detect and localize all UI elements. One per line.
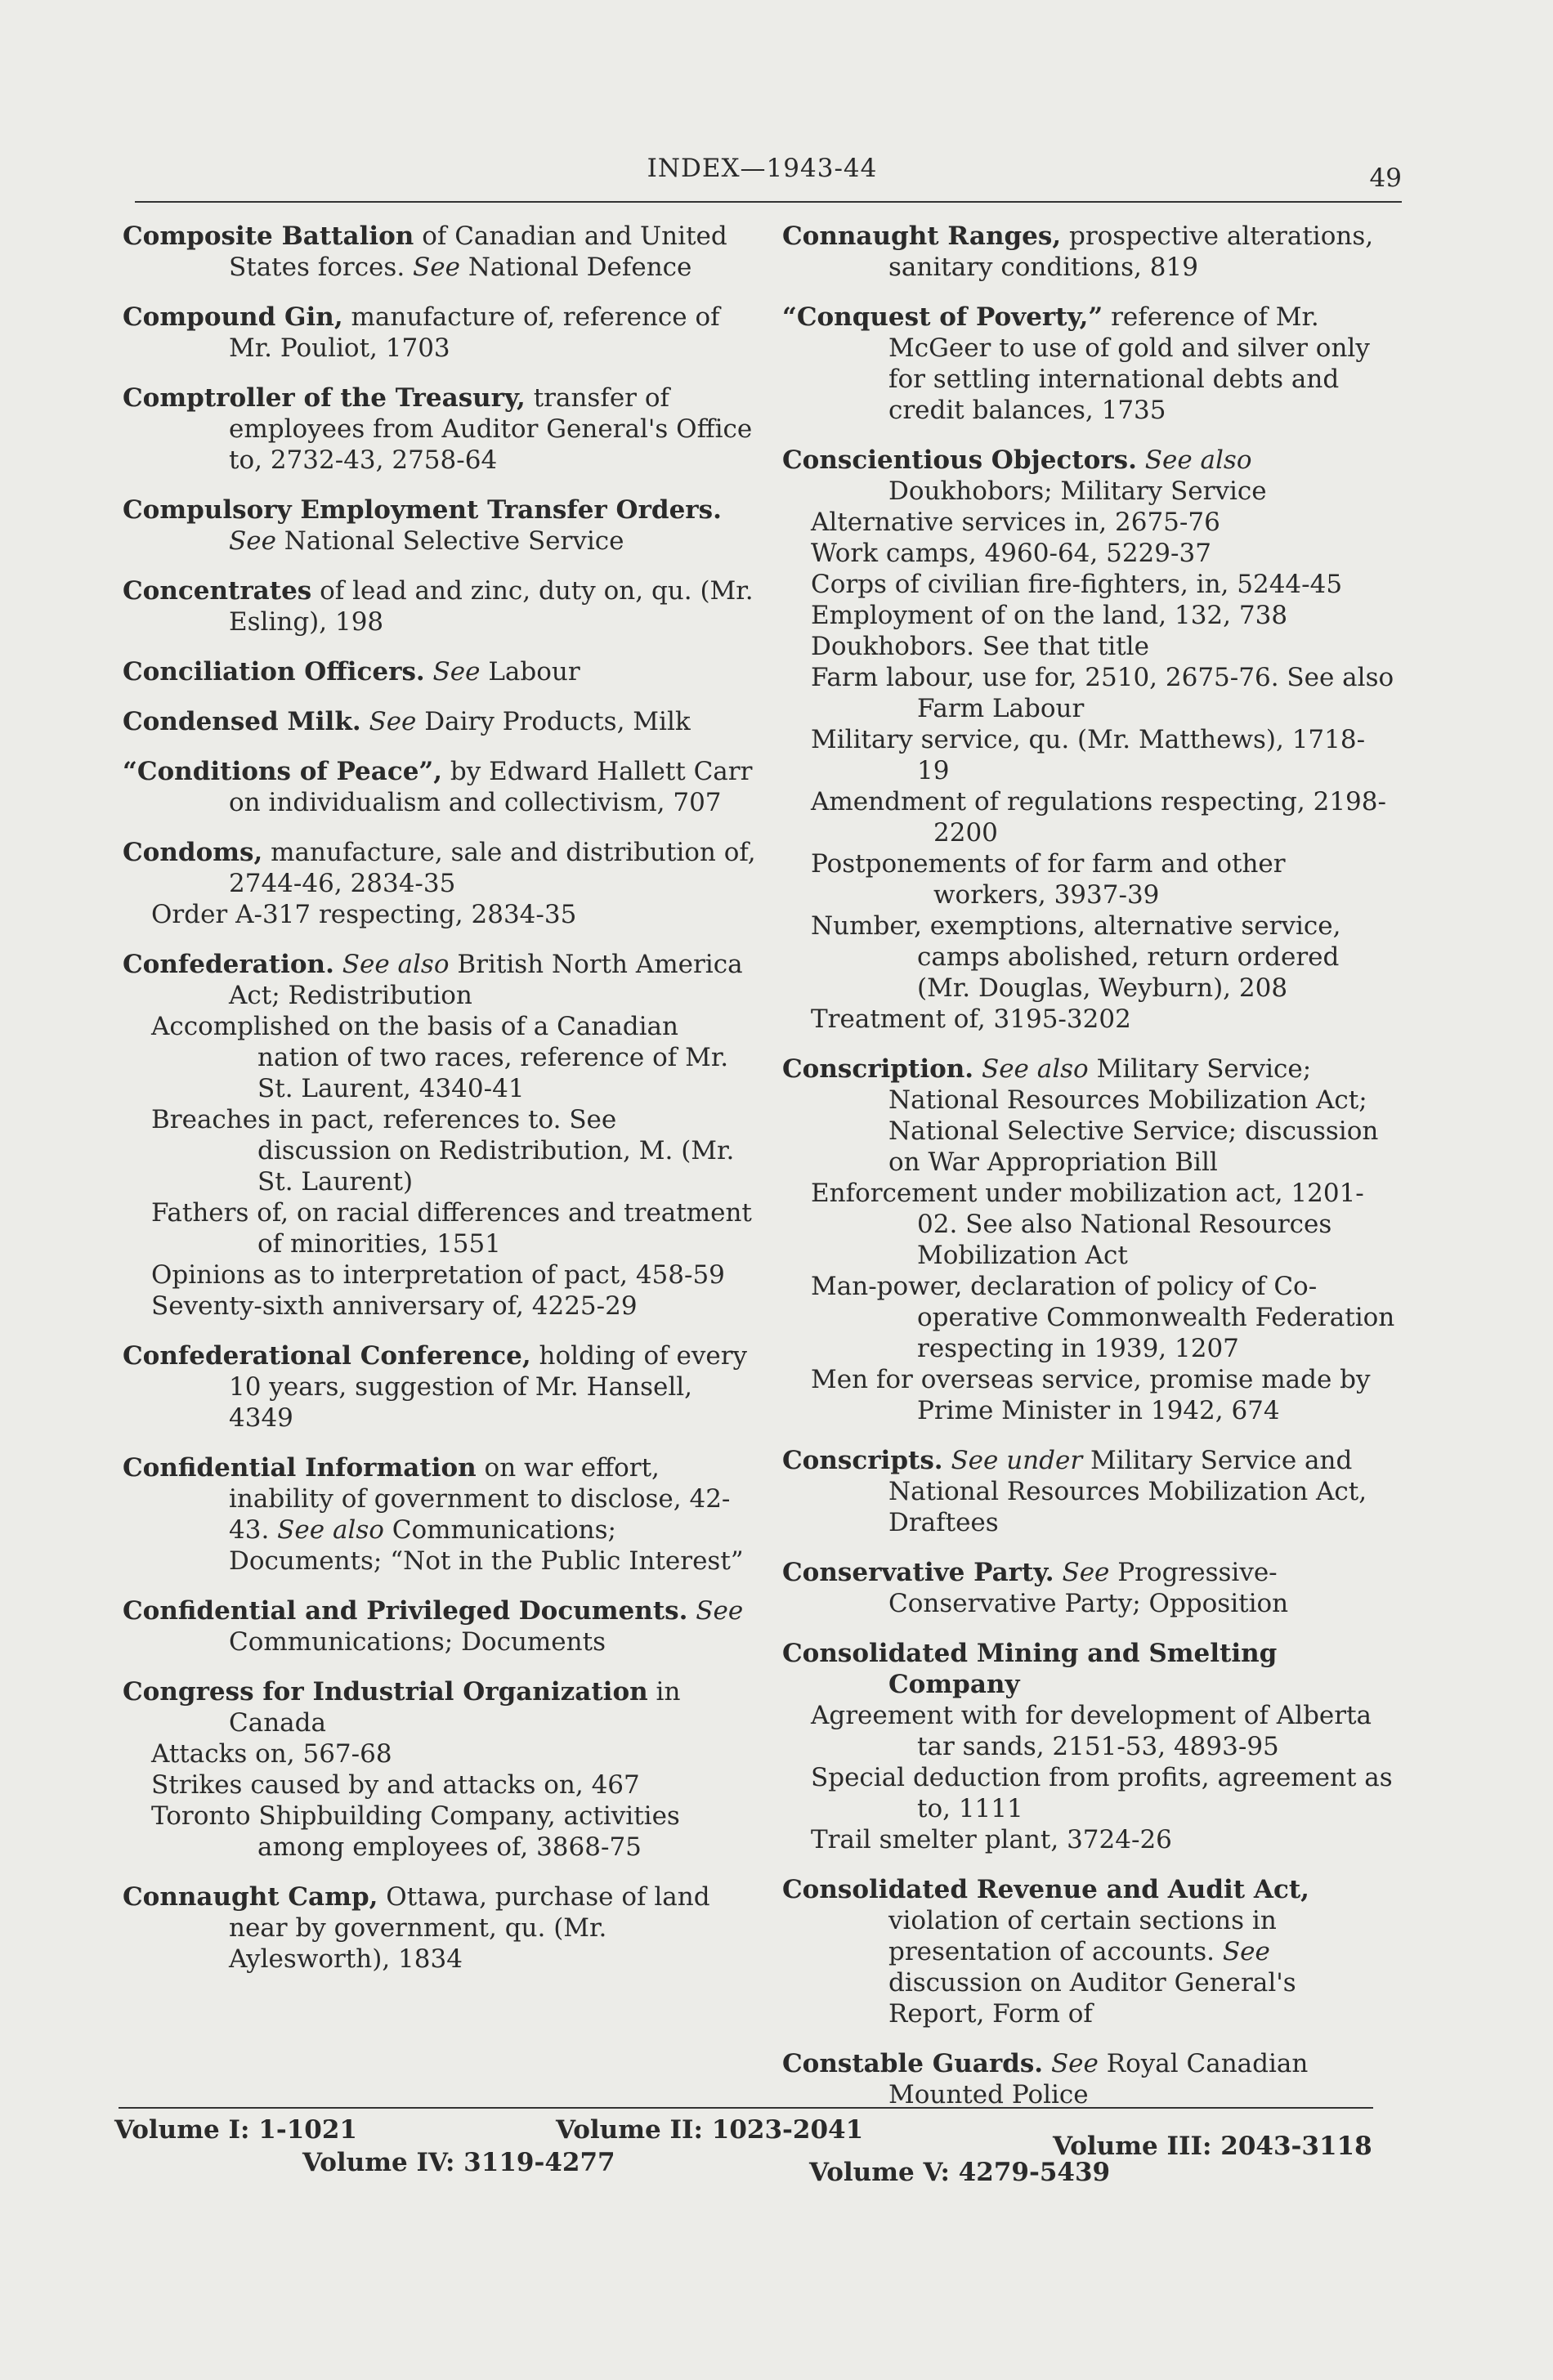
- entry-heading: Consolidated Mining and Smelting Company: [782, 1639, 1278, 1699]
- entry-heading: “Conditions of Peace”,: [123, 757, 443, 786]
- entry-heading-line: [782, 2048, 1397, 2110]
- entry-heading-line: [782, 1874, 1397, 2029]
- volume-1-range: Volume I: 1-1021: [114, 2115, 357, 2145]
- index-entry: [123, 1881, 756, 1975]
- sub-entry: Doukhobors. See that title: [811, 632, 1149, 661]
- sub-entry: Men for overseas service, promise made by Prime Minister in 1942, 674: [811, 1365, 1371, 1425]
- entry-text: of lead and zinc, duty on, qu. (Mr. Esling), 198: [229, 576, 754, 637]
- cross-reference-label: See: [1062, 1558, 1110, 1587]
- entry-heading: Compulsory Employment Transfer Orders.: [123, 495, 722, 525]
- sub-entry: Work camps, 4960-64, 5229-37: [811, 539, 1211, 568]
- cross-reference-label: See: [413, 253, 460, 282]
- cross-reference-target: British North America Act; Redistribution: [229, 950, 743, 1010]
- index-entry: [123, 1452, 756, 1577]
- entry-heading-line: [123, 837, 756, 899]
- entry-text: Ottawa, purchase of land near by government, qu. (Mr. Aylesworth), 1834: [229, 1882, 710, 1974]
- index-entry: [782, 1557, 1397, 1619]
- cross-reference-target: Dairy Products, Milk: [416, 707, 691, 736]
- index-entry: [782, 221, 1397, 283]
- entry-heading-line: [123, 221, 756, 283]
- entry-heading: Connaught Camp,: [123, 1882, 378, 1912]
- entry-heading: Connaught Ranges,: [782, 221, 1062, 251]
- sub-entry: Agreement with for development of Alberta tar sands, 2151-53, 4893-95: [811, 1701, 1372, 1761]
- entry-heading: Compound Gin,: [123, 302, 343, 332]
- entry-heading-line: [123, 706, 756, 737]
- header-rule: [135, 201, 1402, 203]
- entry-heading: Conciliation Officers.: [123, 657, 425, 687]
- sub-entry: Alternative services in, 2675-76: [811, 508, 1220, 537]
- entry-heading: Constable Guards.: [782, 2049, 1044, 2078]
- page-header: [123, 154, 1402, 203]
- index-entry: [123, 1595, 756, 1658]
- volume-5-range: Volume V: 4279-5439: [809, 2158, 1111, 2187]
- sub-entry: Corps of civilian fire-fighters, in, 5244-45: [811, 570, 1343, 599]
- entry-text: [973, 1054, 982, 1084]
- entry-heading-line: [123, 1452, 756, 1577]
- entry-heading-line: [123, 302, 756, 364]
- sub-entry: Opinions as to interpretation of pact, 458-59: [151, 1260, 725, 1290]
- entry-heading-line: [782, 1054, 1397, 1178]
- sub-entry: Amendment of regulations respecting, 2198-2200: [811, 787, 1386, 848]
- entry-heading: Condensed Milk.: [123, 707, 361, 736]
- entry-heading-line: [123, 756, 756, 818]
- entry-heading: Conscientious Objectors.: [782, 445, 1137, 475]
- index-entry: [782, 445, 1397, 1035]
- index-entry: [123, 221, 756, 283]
- cross-reference-label: See: [229, 526, 276, 556]
- index-entry: [123, 382, 756, 476]
- cross-reference-target: Progressive-Conservative Party; Opposition: [888, 1558, 1289, 1618]
- page-number: 49: [1369, 163, 1402, 193]
- left-column: [123, 221, 756, 1993]
- page-title: INDEX—1943-44: [647, 154, 878, 183]
- entry-text: [687, 1596, 696, 1626]
- entry-heading: Condoms,: [123, 838, 263, 867]
- entry-text: [1054, 1558, 1063, 1587]
- entry-heading-line: [123, 1881, 756, 1975]
- cross-reference-target: Military Service and National Resources Mobilization Act, Draftees: [888, 1446, 1367, 1537]
- cross-reference-target: Communications; Documents; “Not in the Public Interest”: [229, 1515, 744, 1576]
- index-entry: [782, 1054, 1397, 1426]
- entry-text: [361, 707, 369, 736]
- sub-entry: Employment of on the land, 132, 738: [811, 601, 1288, 630]
- index-entry: [123, 706, 756, 737]
- cross-reference-label: See: [369, 707, 417, 736]
- entry-heading-line: [782, 445, 1397, 507]
- footer-rule: [119, 2107, 1373, 2109]
- index-entry: [782, 1445, 1397, 1538]
- entry-text: [334, 950, 342, 979]
- cross-reference-label: See also: [342, 950, 450, 979]
- volume-2-range: Volume II: 1023-2041: [556, 2115, 864, 2145]
- entry-heading: Confederational Conference,: [123, 1341, 531, 1371]
- index-entry: [123, 1340, 756, 1434]
- entry-heading-line: [123, 1595, 756, 1658]
- sub-entry: Order A-317 respecting, 2834-35: [151, 900, 577, 929]
- cross-reference-label: See also: [277, 1515, 384, 1545]
- entry-heading: Composite Battalion: [123, 221, 414, 251]
- sub-entry: Toronto Shipbuilding Company, activities among employees of, 3868-75: [151, 1801, 680, 1862]
- index-entry: [123, 756, 756, 818]
- entry-heading: Confidential Information: [123, 1453, 477, 1483]
- cross-reference-label: See: [1222, 1937, 1270, 1966]
- entry-heading-line: [123, 1676, 756, 1738]
- entry-heading-line: [782, 221, 1397, 283]
- sub-entry: Fathers of, on racial differences and treatment of minorities, 1551: [151, 1198, 752, 1259]
- entry-text: [1137, 445, 1145, 475]
- index-entry: [782, 1874, 1397, 2029]
- entry-text: holding of every 10 years, suggestion of Mr. Hansell, 4349: [229, 1341, 748, 1433]
- cross-reference-target: Labour: [480, 657, 580, 687]
- entry-heading: Confederation.: [123, 950, 334, 979]
- index-entry: [123, 656, 756, 687]
- volume-4-range: Volume IV: 3119-4277: [302, 2148, 615, 2177]
- sub-entry: Enforcement under mobilization act, 1201-02. See also National Resources Mobilization Act: [811, 1179, 1364, 1270]
- cross-reference-target: National Defence: [459, 253, 692, 282]
- cross-reference-target: Royal Canadian Mounted Police: [888, 2049, 1309, 2109]
- entry-heading: Conservative Party.: [782, 1558, 1054, 1587]
- cross-reference-target: Military Service; National Resources Mobilization Act; National Selective Service; discussion on War Appropriation Bill: [888, 1054, 1379, 1177]
- entry-heading-line: [782, 302, 1397, 426]
- entry-heading-line: [782, 1557, 1397, 1619]
- sub-entry: Accomplished on the basis of a Canadian nation of two races, reference of Mr. St. Laurent, 4340-41: [151, 1012, 729, 1103]
- entry-heading-line: [123, 382, 756, 476]
- index-entry: [123, 949, 756, 1322]
- entry-text: [425, 657, 433, 687]
- entry-text: of Canadian and United States forces.: [229, 221, 727, 282]
- entry-heading: Confidential and Privileged Documents.: [123, 1596, 688, 1626]
- entry-heading-line: [123, 949, 756, 1011]
- entry-heading: Concentrates: [123, 576, 312, 606]
- index-entry: [123, 494, 756, 557]
- entry-heading-line: [123, 1340, 756, 1434]
- entry-text: by Edward Hallett Carr on individualism and collectivism, 707: [229, 757, 753, 817]
- index-entry: [123, 837, 756, 930]
- entry-heading: Conscripts.: [782, 1446, 943, 1475]
- entry-text: transfer of employees from Auditor General's Office to, 2732-43, 2758-64: [229, 383, 753, 475]
- sub-entry: Military service, qu. (Mr. Matthews), 1718-19: [811, 725, 1366, 785]
- entry-text: manufacture, sale and distribution of, 2744-46, 2834-35: [229, 838, 756, 898]
- entry-heading-line: [782, 1638, 1397, 1700]
- cross-reference-label: See also: [981, 1054, 1089, 1084]
- right-column: [782, 221, 1397, 2129]
- entry-heading: Comptroller of the Treasury,: [123, 383, 526, 413]
- cross-reference-label: See: [432, 657, 481, 687]
- entry-heading: “Conquest of Poverty,”: [782, 302, 1103, 332]
- cross-reference-target: Doukhobors; Military Service: [888, 476, 1267, 506]
- cross-reference-label: See: [1050, 2049, 1099, 2078]
- index-entry: [782, 302, 1397, 426]
- entry-heading: Congress for Industrial Organization: [123, 1677, 648, 1707]
- sub-entry: Trail smelter plant, 3724-26: [811, 1825, 1172, 1854]
- entry-heading-line: [123, 656, 756, 687]
- entry-text: in Canada: [229, 1677, 681, 1738]
- cross-reference-target: discussion on Auditor General's Report, Form of: [888, 1968, 1296, 2029]
- volume-footer: [114, 2115, 1390, 2189]
- volume-3-range: Volume III: 2043-3118: [1053, 2132, 1372, 2161]
- cross-reference-label: See also: [1144, 445, 1252, 475]
- entry-text: violation of certain sections in presentation of accounts.: [888, 1906, 1277, 1966]
- entry-text: reference of Mr. McGeer to use of gold and silver only for settling international debts and credit balances, 1735: [888, 302, 1370, 425]
- index-entry: [123, 1676, 756, 1863]
- entry-heading-line: [123, 494, 756, 557]
- index-entry: [123, 302, 756, 364]
- sub-entry: Treatment of, 3195-3202: [811, 1004, 1131, 1034]
- entry-text: on war effort, inability of government to disclose, 42-43.: [229, 1453, 731, 1545]
- entry-heading-line: [782, 1445, 1397, 1538]
- sub-entry: Seventy-sixth anniversary of, 4225-29: [151, 1291, 638, 1321]
- sub-entry: Breaches in pact, references to. See discussion on Redistribution, M. (Mr. St. Laurent): [151, 1105, 735, 1197]
- index-entry: [123, 575, 756, 638]
- entry-text: [943, 1446, 951, 1475]
- sub-entry: Special deduction from profits, agreement as to, 1111: [811, 1763, 1393, 1823]
- entry-heading: Conscription.: [782, 1054, 974, 1084]
- sub-entry: Strikes caused by and attacks on, 467: [151, 1770, 640, 1800]
- entry-heading-line: [123, 575, 756, 638]
- sub-entry: Farm labour, use for, 2510, 2675-76. See also Farm Labour: [811, 663, 1394, 723]
- cross-reference-label: See: [696, 1596, 744, 1626]
- entry-text: prospective alterations, sanitary conditions, 819: [888, 221, 1374, 282]
- index-entry: [782, 2048, 1397, 2110]
- entry-text: [1043, 2049, 1051, 2078]
- cross-reference-target: National Selective Service: [275, 526, 624, 556]
- sub-entry: Postponements of for farm and other workers, 3937-39: [811, 849, 1286, 910]
- cross-reference-target: Communications; Documents: [229, 1627, 606, 1657]
- sub-entry: Man-power, declaration of policy of Co-operative Commonwealth Federation respecting in 1939, 1207: [811, 1272, 1395, 1363]
- sub-entry: Attacks on, 567-68: [151, 1739, 392, 1769]
- cross-reference-label: See under: [951, 1446, 1083, 1475]
- index-entry: [782, 1638, 1397, 1855]
- sub-entry: Number, exemptions, alternative service, camps abolished, return ordered (Mr. Douglas, Weyburn), 208: [811, 911, 1341, 1003]
- entry-text: manufacture of, reference of Mr. Pouliot, 1703: [229, 302, 720, 363]
- entry-heading: Consolidated Revenue and Audit Act,: [782, 1875, 1309, 1904]
